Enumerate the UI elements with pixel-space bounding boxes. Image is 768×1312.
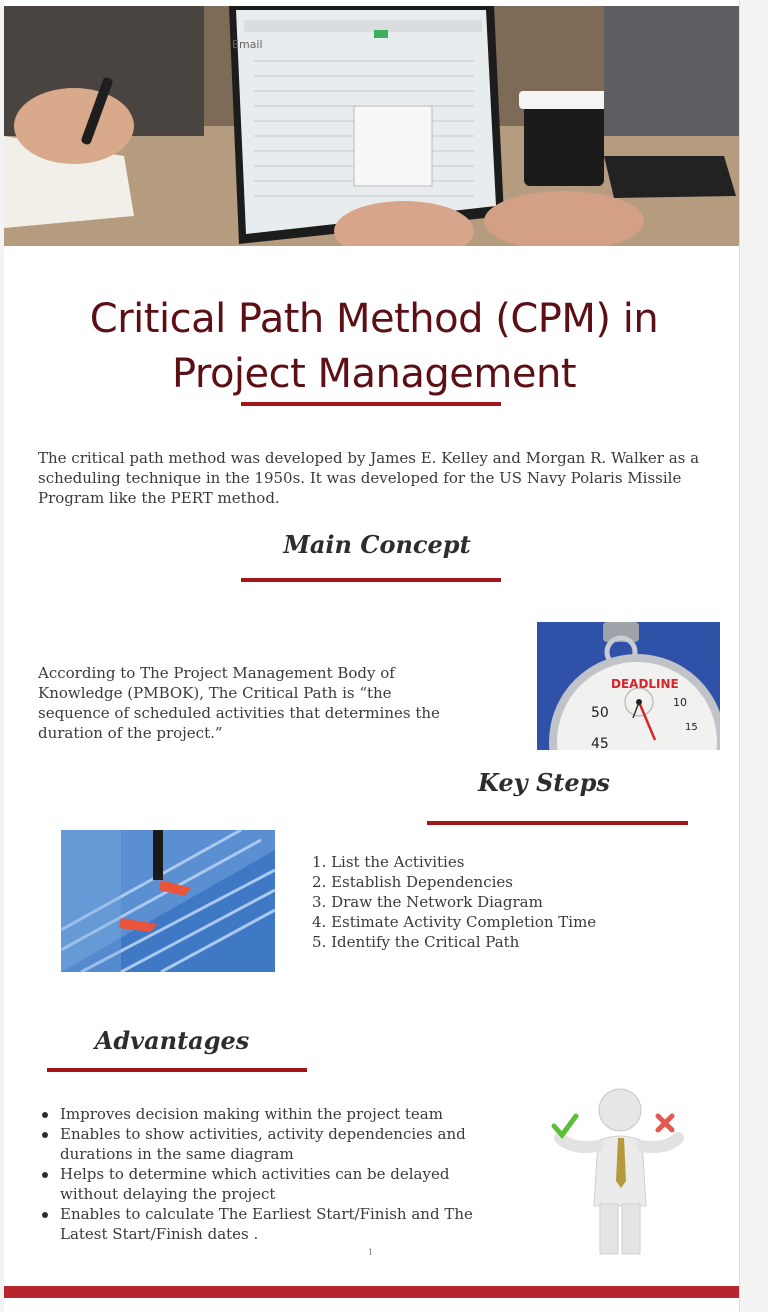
decision-figure-image: [548, 1086, 688, 1256]
key-steps-list: [312, 852, 632, 952]
advantages-heading: Advantages: [94, 1026, 250, 1055]
advantages-list: [40, 1104, 480, 1244]
key-steps-heading: Key Steps: [478, 768, 610, 797]
list-item: 3. Draw the Network Diagram: [312, 893, 543, 911]
page-title: Critical Path Method (CPM) in Project Management: [89, 296, 659, 397]
stopwatch-label: DEADLINE: [611, 677, 679, 691]
key-steps-underline: [427, 821, 688, 825]
intro-paragraph: The critical path method was developed by James E. Kelley and Morgan R. Walker as a scheduling technique in the 1950s. It was developed for the US Navy Polaris Missile Program like the PERT method.: [38, 449, 700, 507]
list-item: 1. List the Activities: [312, 853, 465, 871]
close-icon: [658, 1116, 672, 1130]
stopwatch-number-15: 15: [685, 722, 698, 733]
hero-laptop-image: [4, 6, 740, 246]
list-item: Enables to calculate The Earliest Start/Finish and The Latest Start/Finish dates .: [40, 1204, 480, 1244]
stopwatch-number-10: 10: [673, 696, 687, 709]
document-page: [4, 0, 740, 1312]
advantages-underline: [47, 1068, 307, 1072]
list-item: Helps to determine which activities can be delayed without delaying the project: [40, 1164, 480, 1204]
list-item: 5. Identify the Critical Path: [312, 933, 520, 951]
footer-bar: [4, 1286, 740, 1298]
hero-email-text: Email: [232, 38, 263, 51]
main-concept-heading: Main Concept: [283, 530, 471, 559]
list-item: Improves decision making within the project team: [40, 1104, 480, 1124]
stopwatch-number-45: 45: [591, 736, 609, 750]
main-concept-paragraph: According to The Project Management Body of Knowledge (PMBOK), The Critical Path is “the sequence of scheduled activities that determines the duration of the project.”: [38, 664, 440, 742]
check-icon: [554, 1116, 576, 1135]
list-item: 2. Establish Dependencies: [312, 873, 513, 891]
stopwatch-image: [537, 622, 720, 750]
footnote-mark: 1: [368, 1248, 374, 1257]
stopwatch-number-50: 50: [591, 705, 609, 721]
title-underline: [241, 402, 501, 406]
list-item: Enables to show activities, activity dependencies and durations in the same diagram: [40, 1124, 480, 1164]
main-concept-underline: [241, 578, 501, 582]
stairs-image: [61, 830, 275, 972]
list-item: 4. Estimate Activity Completion Time: [312, 913, 597, 931]
